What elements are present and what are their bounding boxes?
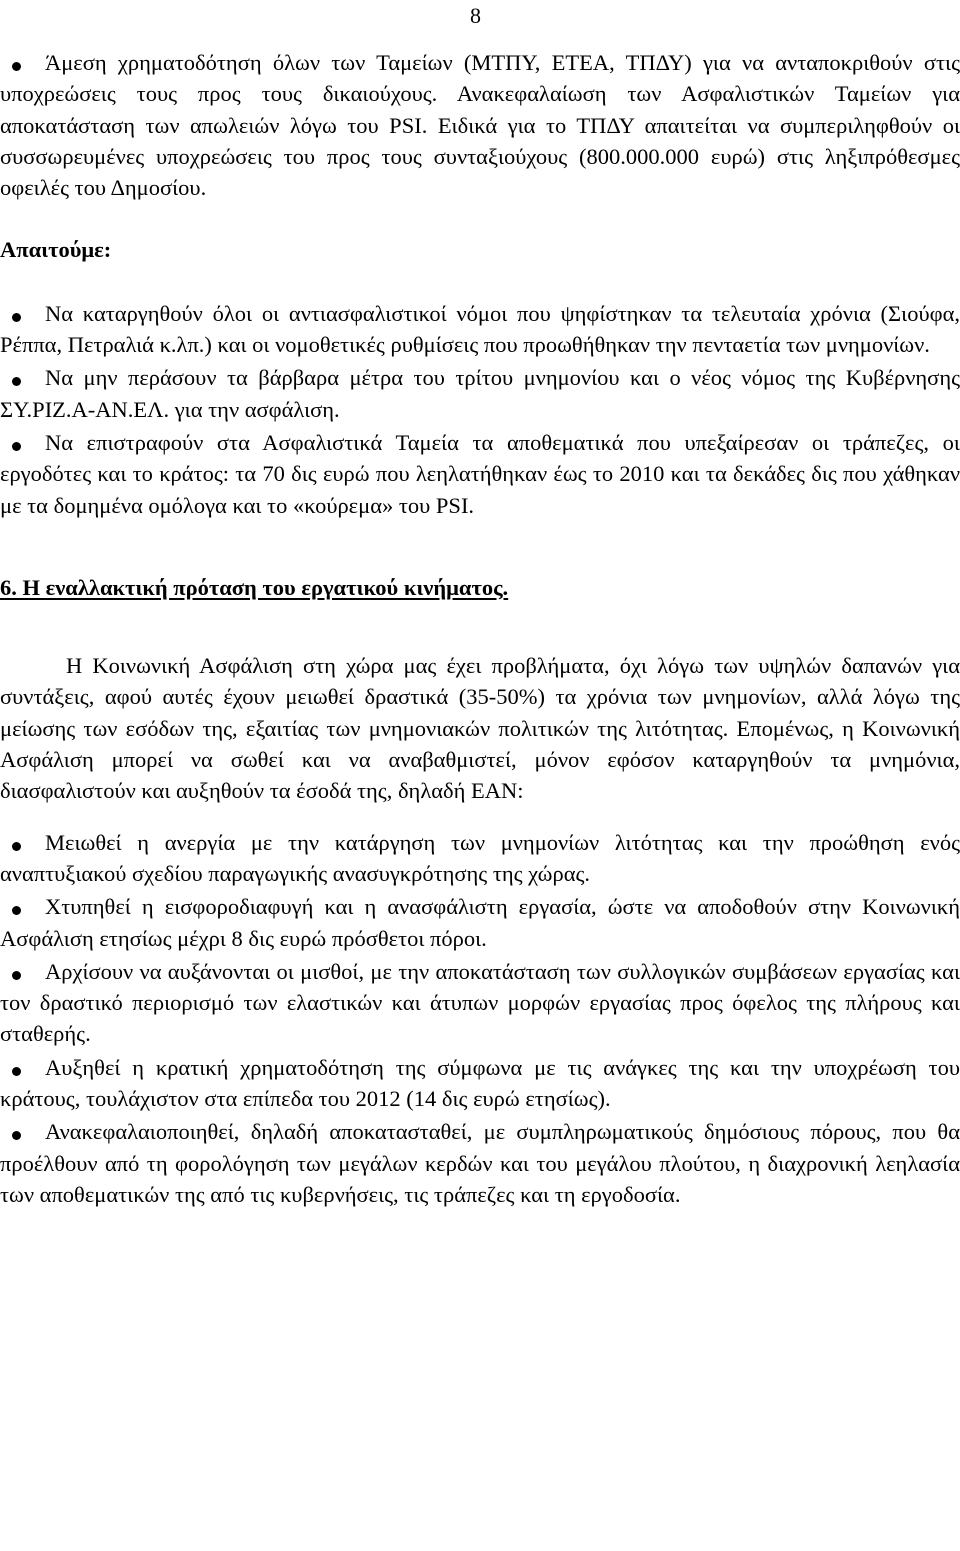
demand-item-text: Να καταργηθούν όλοι οι αντιασφαλιστικοί νόμοι που ψηφίστηκαν τα τελευταία χρόνια (Σιούφα, Ρέππα, Πετραλιά κ.λπ.) και οι νομοθετικές ρυθμίσεις που προωθήθηκαν την πενταετία των μνημονίων.: [0, 300, 960, 358]
section-paragraph: [0, 650, 960, 806]
condition-item: [0, 1052, 960, 1115]
condition-item: [0, 956, 960, 1050]
condition-item-text: Μειωθεί η ανεργία με την κατάργηση των μνημονίων λιτότητας και την προώθηση ενός αναπτυξιακού σχεδίου παραγωγικής ανασυγκρότησης της χώρας.: [0, 829, 960, 886]
intro-bullet-item: [0, 47, 960, 203]
document-body: [0, 47, 960, 1210]
demand-item-text: Να μην περάσουν τα βάρβαρα μέτρα του τρίτου μνημονίου και ο νέος νόμος της Κυβέρνησης ΣΥ.ΡΙΖ.Α-ΑΝ.ΕΛ. για την ασφάλιση.: [0, 365, 960, 422]
condition-item: [0, 1116, 960, 1210]
demand-item: [0, 362, 960, 425]
demand-item: [0, 298, 960, 361]
condition-item-text: Χτυπηθεί η εισφοροδιαφυγή και η ανασφάλιστη εργασία, ώστε να αποδοθούν στην Κοινωνική Ασφάλιση ετησίως μέχρι 8 δις ευρώ πρόσθετοι πόροι.: [0, 894, 960, 951]
intro-bullet-text: Άμεση χρηματοδότηση όλων των Ταμείων (ΜΤΠΥ, ΕΤΕΑ, ΤΠΔΥ) για να ανταποκριθούν στις υποχρεώσεις τους προς τους δικαιούχους. Ανακεφαλαίωση των Ασφαλιστικών Ταμείων για αποκατάσταση των απωλειών λόγω του PSI. Ειδικά για το ΤΠΔΥ απαιτείται να συμπεριληφθούν οι συσσωρευμένες υποχρεώσεις του προς τους συνταξιούχους (800.000.000 ευρώ) στις ληξιπρόθεσμες οφειλές του Δημοσίου.: [0, 50, 960, 201]
demand-item: [0, 427, 960, 521]
condition-item: [0, 891, 960, 954]
demands-heading: Απαιτούμε:: [0, 237, 112, 263]
condition-item: [0, 827, 960, 890]
condition-item-text: Αρχίσουν να αυξάνονται οι μισθοί, με την αποκατάσταση των συλλογικών συμβάσεων εργασίας και τον δραστικό περιορισμό των ελαστικών και άτυπων μορφών εργασίας προς όφελος της πλήρους και σταθερής.: [0, 958, 960, 1047]
page-number: 8: [470, 3, 481, 28]
condition-item-text: Αυξηθεί η κρατική χρηματοδότηση της σύμφωνα με τις ανάγκες της και την υποχρέωση του κράτους, τουλάχιστον στα επίπεδα του 2012 (14 δις ευρώ ετησίως).: [0, 1054, 960, 1112]
section-heading: 6. Η εναλλακτική πρόταση του εργατικού κινήματος.: [0, 574, 509, 600]
condition-item-text: Ανακεφαλαιοποιηθεί, δηλαδή αποκατασταθεί, με συμπληρωματικούς δημόσιους πόρους, που θα προέλθουν από τη φορολόγηση των μεγάλων κερδών και του μεγάλου πλούτου, η διαχρονική λεηλασία των αποθεματικών της από τις κυβερνήσεις, τις τράπεζες και τη εργοδοσία.: [0, 1119, 960, 1207]
section-paragraph-text: Η Κοινωνική Ασφάλιση στη χώρα μας έχει προβλήματα, όχι λόγω των υψηλών δαπανών για συντάξεις, αφού αυτές έχουν μειωθεί δραστικά (35-50%) τα χρόνια των μνημονίων, αλλά λόγω της μείωσης των εσόδων της, εξαιτίας των μνημονιακών πολιτικών της λιτότητας. Επομένως, η Κοινωνική Ασφάλιση μπορεί να σωθεί και να αναβαθμιστεί, μόνον εφόσον καταργηθούν τα μνημόνια, διασφαλιστούν και αυξηθούν τα έσοδά της, δηλαδή ΕΑΝ:: [0, 653, 960, 804]
demand-item-text: Να επιστραφούν στα Ασφαλιστικά Ταμεία τα αποθεματικά που υπεξαίρεσαν οι τράπεζες, οι εργοδότες και το κράτος: τα 70 δις ευρώ που λεηλατήθηκαν έως το 2010 και τα δεκάδες δις που χάθηκαν με τα δομημένα ομόλογα και το «κούρεμα» του PSI.: [0, 429, 960, 518]
